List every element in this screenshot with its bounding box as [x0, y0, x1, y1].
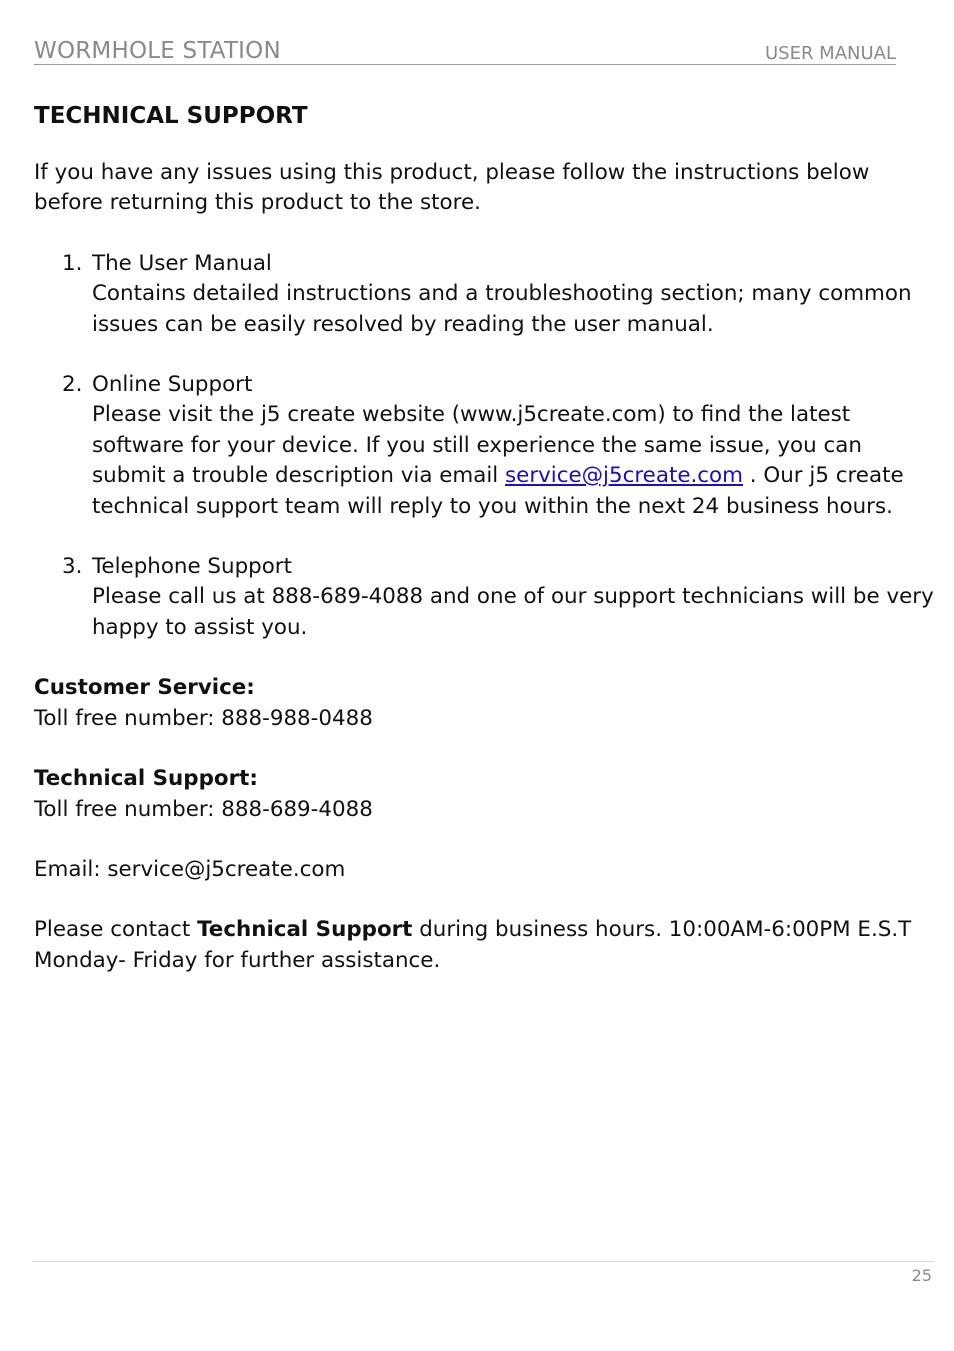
step-body	[92, 400, 934, 522]
technical-support-phone: Toll free number: 888-689-4088	[34, 796, 373, 822]
step-body-text: Please visit the j5 create website (www.j5create.com) to find the latest software for your device. If you still experience the same issue, you can submit a trouble description via email	[92, 402, 862, 489]
technical-support-section	[34, 764, 934, 825]
product-name: WORMHOLE STATION	[34, 38, 281, 64]
customer-service-label: Customer Service:	[34, 675, 255, 701]
footer-divider	[32, 1261, 934, 1262]
email-line: Email: service@j5create.com	[34, 856, 346, 882]
page-content	[34, 98, 934, 976]
step-title: Online Support	[92, 372, 253, 398]
step-body-text: . Our j5 create technical support team will reply to you within the next 24 business hours.	[92, 463, 904, 519]
support-steps-list	[34, 249, 934, 643]
intro-paragraph: If you have any issues using this product, please follow the instructions below before returning this product to the store.	[34, 160, 870, 216]
step-body: Contains detailed instructions and a troubleshooting section; many common issues can be easily resolved by reading the user manual.	[92, 281, 912, 337]
closing-text: during business hours. 10:00AM-6:00PM E.S.T Monday- Friday for further assistance.	[34, 917, 912, 973]
customer-service-phone: Toll free number: 888-988-0488	[34, 705, 373, 731]
list-item	[62, 552, 934, 643]
closing-paragraph	[34, 915, 934, 976]
list-item	[62, 249, 934, 340]
support-email-link[interactable]: service@j5create.com	[505, 463, 743, 489]
page-number: 25	[911, 1266, 932, 1285]
section-title: TECHNICAL SUPPORT	[34, 103, 308, 129]
list-item	[62, 370, 934, 522]
step-number: 1.	[62, 250, 83, 276]
document-type: USER MANUAL	[764, 43, 896, 64]
step-number: 2.	[62, 372, 83, 398]
closing-emphasis: Technical Support	[197, 917, 413, 943]
closing-text: Please contact	[34, 917, 198, 943]
step-title: Telephone Support	[92, 554, 292, 580]
step-number: 3.	[62, 554, 83, 580]
step-body: Please call us at 888-689-4088 and one of our support technicians will be very happy to assist you.	[92, 584, 934, 640]
customer-service-section	[34, 673, 934, 734]
step-title: The User Manual	[92, 250, 272, 276]
page-header	[34, 36, 896, 65]
technical-support-label: Technical Support:	[34, 766, 258, 792]
